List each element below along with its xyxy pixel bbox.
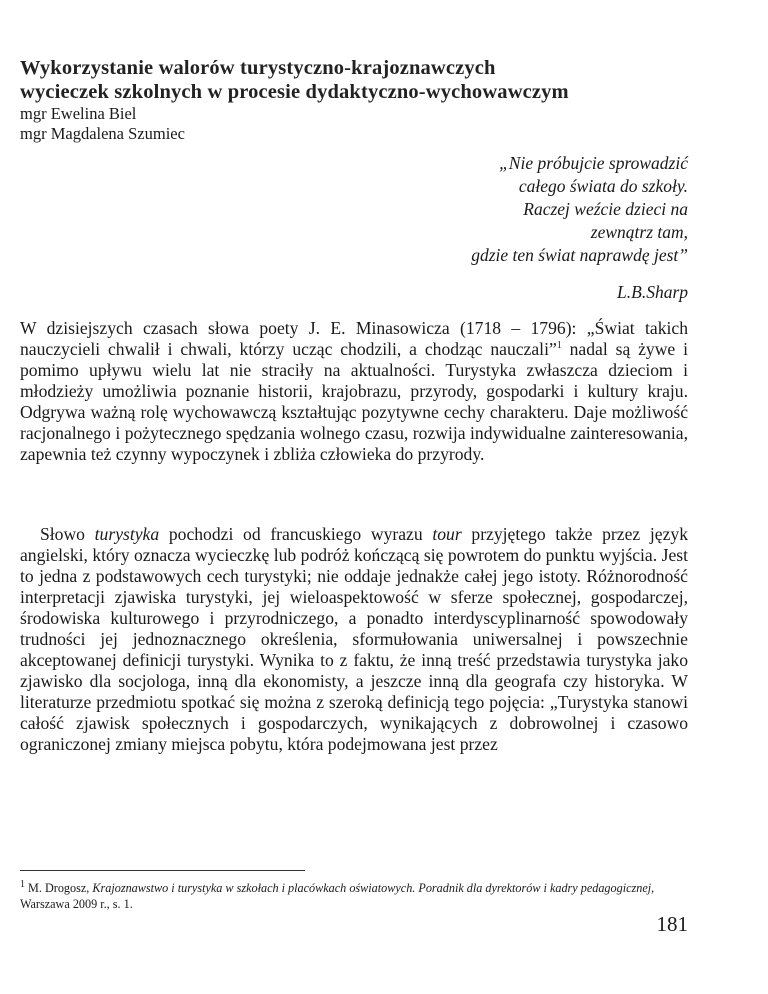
title-line-1: Wykorzystanie walorów turystyczno-krajoznawczych	[20, 57, 496, 79]
title-line-2: wycieczek szkolnych w procesie dydaktyczno-wychowawczym	[20, 81, 569, 103]
author-2: mgr Magdalena Szumiec	[20, 124, 185, 143]
footnote-reference[interactable]: 1	[556, 340, 562, 352]
term-turystyka: turystyka	[94, 524, 160, 544]
paragraph-2	[20, 524, 688, 755]
motto-line: Raczej weźcie dzieci na	[523, 199, 688, 219]
footnote-number: 1	[20, 878, 25, 890]
motto-line: całego świata do szkoły.	[518, 176, 688, 196]
paragraph-2-text-a: Słowo	[40, 524, 95, 544]
motto-author: L.B.Sharp	[617, 282, 688, 302]
paragraph-1-text-a: W dzisiejszych czasach słowa poety J. E. Minasowicza (1718 – 1796): „Świat takich nauczycieli chwalił i chwali, którzy ucząc chodzili, a chodząc nauczali”	[20, 318, 688, 359]
motto-quote	[368, 152, 688, 267]
document-page	[20, 0, 688, 994]
motto-line: gdzie ten świat naprawdę jest”	[471, 245, 688, 265]
page-number: 181	[656, 912, 688, 936]
footnote-divider	[20, 870, 305, 871]
paragraph-2-text-b: pochodzi od francuskiego wyrazu	[159, 524, 433, 544]
paragraph-2-text-c: przyjętego także przez język angielski, który oznacza wycieczkę lub podróż kończącą się powrotem do punktu wyjścia. Jest to jedna z podstawowych cech turystyki; nie oddaje jednakże całej jego istoty. Różnorodność interpretacji zjawiska turystyki, jej wieloaspektowość w sferze społecznej, gospodarczej, środowiska kulturowego i przyrodniczego, a ponadto interdyscyplinarność spowodowały trudności jej jednoznacznego określenia, sformułowania uniwersalnej i powszechnie akceptowanej definicji turystyki. Wynika to z faktu, że inną treść przedstawia turystyka jako zjawisko dla socjologa, inną dla ekonomisty, a jeszcze inną dla geografa czy historyka. W literaturze przedmiotu spotkać się można z szeroką definicją tego pojęcia: „Turystyka stanowi całość zjawisk społecznych i gospodarczych, wynikających z dobrowolnej i czasowo ograniczonej zmiany miejsca pobytu, która podejmowana jest przez	[20, 524, 689, 754]
article-title	[20, 56, 700, 104]
footnote-title: Krajoznawstwo i turystyka w szkołach i placówkach oświatowych. Poradnik dla dyrektorów i kadry pedagogicznej	[92, 881, 652, 895]
author-1: mgr Ewelina Biel	[20, 104, 137, 123]
footnote-author: M. Drogosz,	[25, 881, 93, 895]
paragraph-1	[20, 318, 688, 465]
footnote	[20, 880, 688, 912]
footnote-details: , Warszawa 2009 r., s. 1.	[20, 881, 655, 911]
motto-line: „Nie próbujcie sprowadzić	[499, 153, 688, 173]
paragraph-1-text-b: nadal są żywe i pomimo upływu wielu lat nie straciły na aktualności. Turystyka zwłaszcza dzieciom i młodzieży umożliwia poznanie historii, krajobrazu, przyrody, gospodarki i kultury kraju. Odgrywa ważną rolę wychowawczą kształtując pozytywne cechy charakteru. Daje możliwość racjonalnego i pożytecznego spędzania wolnego czasu, rozwija indywidualne zainteresowania, zapewnia też czynny wypoczynek i zbliża człowieka do przyrody.	[20, 339, 688, 464]
motto-line: zewnątrz tam,	[590, 222, 688, 242]
term-tour: tour	[432, 524, 462, 544]
